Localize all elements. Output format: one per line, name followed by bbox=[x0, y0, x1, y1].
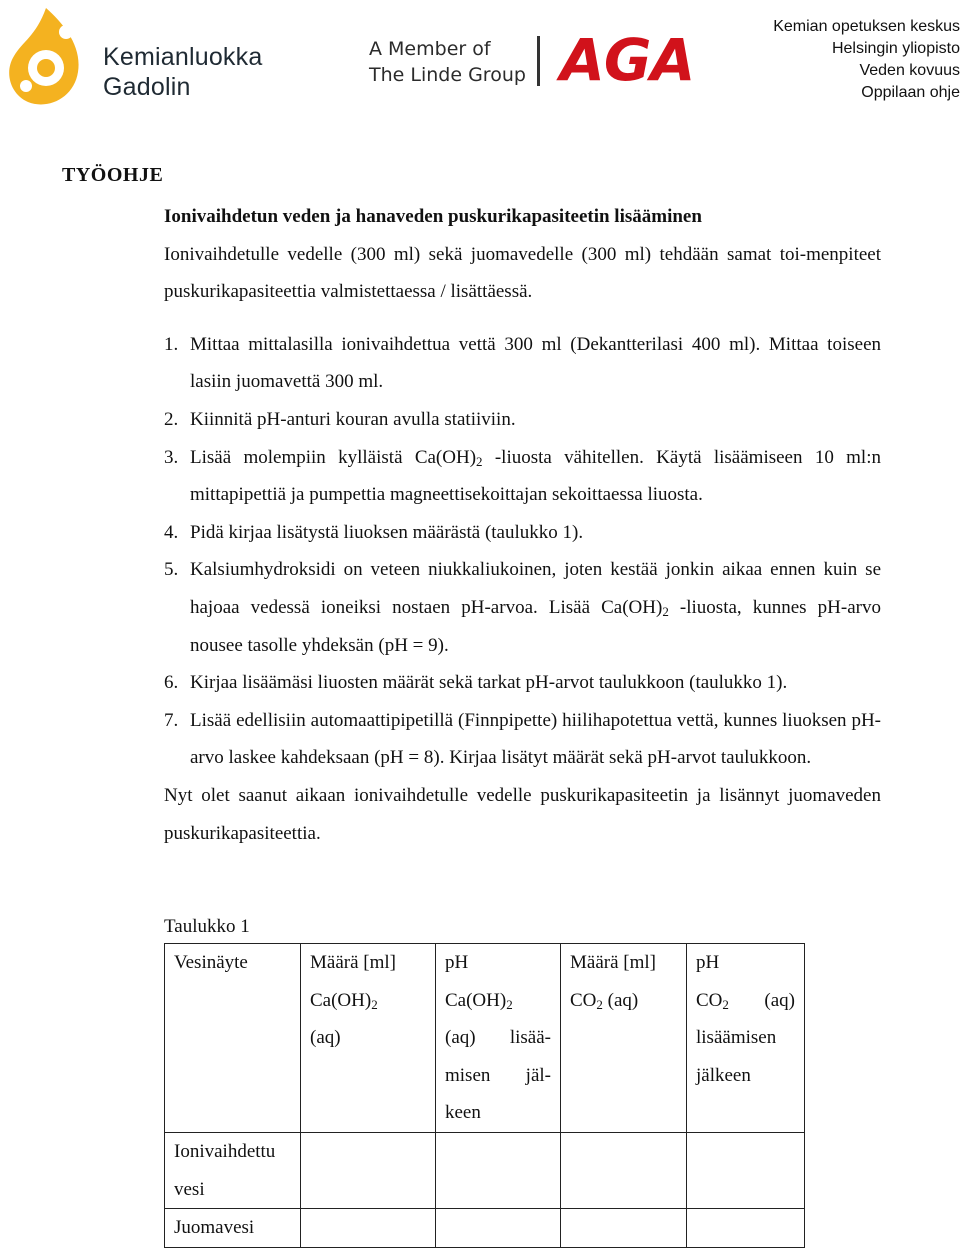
table-caption: Taulukko 1 bbox=[164, 916, 250, 937]
header-text: (aq) bbox=[310, 1027, 341, 1049]
step-text-post: -liuosta, kunnes pH-arvo nousee tasolle yhdeksän (pH = 9). bbox=[190, 596, 881, 656]
step-text: Mittaa mittalasilla ionivaihdettua vettä 300 ml (Dekantterilasi 400 ml). Mittaa toiseen lasiin juomavettä 300 ml. bbox=[190, 333, 881, 393]
instructions-body bbox=[164, 198, 881, 852]
step-number: 2. bbox=[164, 408, 179, 430]
table-cell[interactable] bbox=[687, 1209, 805, 1248]
step-text-post: -liuosta vähitellen. Käytä lisäämiseen 10 ml:n mittapipettiä ja pumpettia magneettisekoittajan sekoittaessa liuosta. bbox=[190, 446, 881, 506]
header-text: pH bbox=[445, 952, 469, 973]
sample-text: Ionivaihdettu bbox=[174, 1141, 276, 1162]
sample-text: vesi bbox=[174, 1178, 205, 1200]
step-text-pre: Lisää molempiin kylläistä Ca(OH) bbox=[190, 446, 477, 468]
subscript: 2 bbox=[722, 996, 729, 1012]
conclusion-paragraph: Nyt olet saanut aikaan ionivaihdetulle vedelle puskurikapasiteetin ja lisännyt juomaveden puskurikapasiteettia. bbox=[164, 784, 881, 844]
header-amount-caoh bbox=[301, 944, 436, 1133]
header-line: Veden kovuus bbox=[859, 62, 960, 79]
header-text: Vesinäyte bbox=[174, 952, 248, 973]
header-text: keen bbox=[445, 1102, 481, 1124]
formula: (aq) bbox=[602, 989, 639, 1011]
subscript: 2 bbox=[371, 996, 378, 1012]
header-ph-caoh bbox=[436, 944, 561, 1133]
step-number: 1. bbox=[164, 333, 179, 355]
header-text bbox=[570, 982, 677, 1020]
logo-divider bbox=[537, 36, 540, 86]
header-amount-co2 bbox=[561, 944, 687, 1133]
header-text bbox=[310, 982, 426, 1020]
header-ph-co2 bbox=[687, 944, 805, 1133]
formula: CO bbox=[570, 989, 597, 1011]
member-line-1: A Member of bbox=[369, 38, 491, 60]
sample-cell bbox=[165, 1133, 301, 1209]
list-item bbox=[164, 326, 881, 401]
header-text bbox=[696, 982, 795, 1020]
formula: Ca(OH) bbox=[445, 989, 507, 1011]
formula: Ca(OH) bbox=[310, 989, 372, 1011]
list-item bbox=[164, 439, 881, 514]
step-number: 4. bbox=[164, 521, 179, 543]
table-cell[interactable] bbox=[436, 1133, 561, 1209]
intro-paragraph: Ionivaihdetulle vedelle (300 ml) sekä juomavedelle (300 ml) tehdään samat toi-menpiteet puskurikapasiteettia valmistettaessa / lisättäessä. bbox=[164, 243, 881, 303]
step-text: Lisää edellisiin automaattipipetillä (Finnpipette) hiilihapotettua vettä, kunnes liuoksen pH-arvo laskee kahdeksaan (pH = 8). Kirjaa lisätyt määrät sekä pH-arvot taulukkoon. bbox=[190, 709, 881, 769]
aga-logo: AGA bbox=[560, 26, 695, 94]
step-text-pre: Kalsiumhydroksidi on veteen niukkaliukoinen, joten kestää jonkin aikaa ennen kuin se hajoaa vedessä ioneiksi nostaen pH-arvoa. Lisää Ca(OH) bbox=[190, 559, 881, 618]
subscript: 2 bbox=[506, 996, 513, 1012]
subscript: 2 bbox=[476, 453, 483, 469]
linde-member-text bbox=[369, 36, 526, 88]
steps-list bbox=[164, 326, 881, 777]
step-number: 7. bbox=[164, 709, 179, 731]
logo-line-2: Gadolin bbox=[103, 73, 191, 101]
kemianluokka-gadolin-logo bbox=[6, 6, 266, 110]
list-item bbox=[164, 551, 881, 664]
table-cell[interactable] bbox=[561, 1209, 687, 1248]
header-text: Määrä [ml] bbox=[570, 952, 656, 973]
step-number: 3. bbox=[164, 446, 179, 468]
header-text: Määrä [ml] bbox=[310, 952, 396, 973]
header-line: Oppilaan ohje bbox=[861, 84, 960, 101]
table-cell[interactable] bbox=[561, 1133, 687, 1209]
step-text: Pidä kirjaa lisätystä liuoksen määrästä (taulukko 1). bbox=[190, 521, 584, 543]
subscript: 2 bbox=[662, 603, 669, 619]
formula: (aq) bbox=[764, 989, 795, 1011]
member-line-2: The Linde Group bbox=[369, 64, 526, 86]
header-text: lisäämisen bbox=[696, 1027, 777, 1049]
table-cell[interactable] bbox=[436, 1209, 561, 1248]
header-sample bbox=[165, 944, 301, 1133]
sample-cell bbox=[165, 1209, 301, 1248]
section-heading: Ionivaihdetun veden ja hanaveden puskurikapasiteetin lisääminen bbox=[164, 206, 702, 227]
sample-text: Juomavesi bbox=[174, 1217, 255, 1239]
header-text: pH bbox=[696, 952, 720, 973]
document-title: TYÖOHJE bbox=[62, 164, 164, 186]
header-text: (aq) lisää- bbox=[445, 1027, 551, 1049]
list-item bbox=[164, 702, 881, 777]
list-item bbox=[164, 514, 881, 552]
list-item bbox=[164, 401, 881, 439]
step-number: 6. bbox=[164, 672, 179, 694]
table-cell[interactable] bbox=[687, 1133, 805, 1209]
step-text: Kiinnitä pH-anturi kouran avulla statiiviin. bbox=[190, 408, 516, 430]
formula: CO bbox=[696, 989, 723, 1011]
table-cell[interactable] bbox=[301, 1133, 436, 1209]
step-text: Kirjaa lisäämäsi liuosten määrät sekä tarkat pH-arvot taulukkoon (taulukko 1). bbox=[190, 672, 788, 694]
table-cell[interactable] bbox=[301, 1209, 436, 1248]
subscript: 2 bbox=[596, 996, 603, 1012]
header-info bbox=[773, 16, 960, 104]
list-item bbox=[164, 664, 881, 702]
gadolin-logo-icon bbox=[6, 6, 96, 110]
logo-line-1: Kemianluokka bbox=[103, 43, 263, 71]
results-table bbox=[164, 943, 805, 1248]
step-number: 5. bbox=[164, 559, 179, 581]
header-text: misen jäl- bbox=[445, 1064, 551, 1086]
header-line: Kemian opetuksen keskus bbox=[773, 18, 960, 35]
header-text bbox=[445, 982, 551, 1020]
table-row bbox=[165, 1133, 805, 1209]
table-header-row bbox=[165, 944, 805, 1133]
table-row bbox=[165, 1209, 805, 1248]
header-text: jälkeen bbox=[696, 1064, 751, 1086]
header-line: Helsingin yliopisto bbox=[831, 40, 960, 57]
